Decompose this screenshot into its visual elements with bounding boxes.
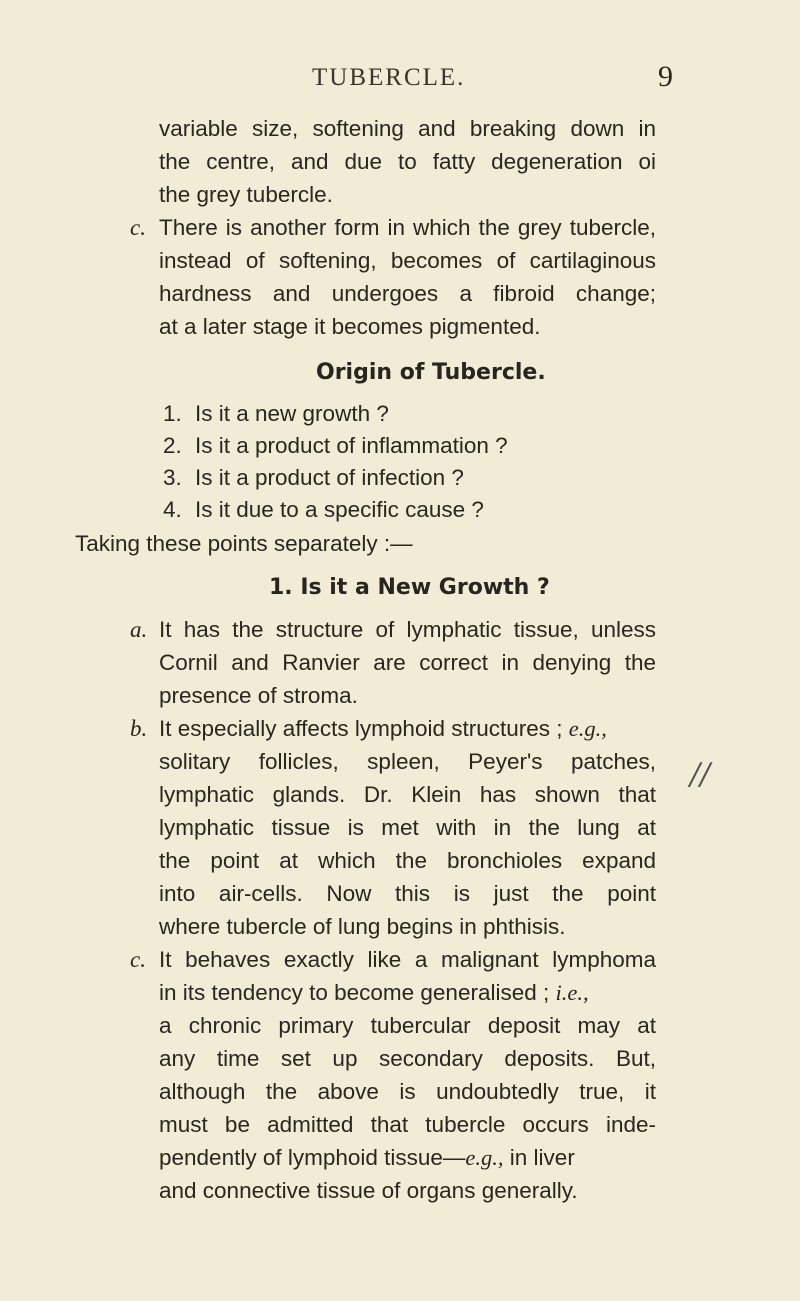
question-number: 2. [163,433,182,458]
text-line: the centre, and due to fatty degeneration oi [159,149,656,174]
text-line: solitary follicles, spleen, Peyer's patches, [159,749,656,774]
item-marker: c. [130,947,146,972]
text-line: into air-cells. Now this is just the point [159,881,656,906]
question-number: 4. [163,497,182,522]
text-line: It has the structure of lymphatic tissue, unless [159,617,656,642]
abbrev-italic: e.g., [568,716,607,741]
item-marker: b. [130,716,148,741]
text-line: There is another form in which the grey tubercle, [159,215,656,240]
text-line: Cornil and Ranvier are correct in denying the [159,650,656,675]
text-line: the grey tubercle. [159,182,333,207]
text-line: It behaves exactly like a malignant lymphoma [159,947,656,972]
abbrev-italic: e.g., [465,1145,504,1170]
text-line: any time set up secondary deposits. But, [159,1046,656,1071]
running-title: TUBERCLE. [312,64,466,91]
text-line: a chronic primary tubercular deposit may at [159,1013,656,1038]
text-line: and connective tissue of organs generally. [159,1178,578,1203]
item-marker: a. [130,617,148,642]
text-run: in liver [503,1145,575,1170]
page-number: 9 [658,60,673,93]
text-run: It especially affects lymphoid structures ; [159,716,569,741]
text-line: instead of softening, becomes of cartilaginous [159,248,656,273]
section-heading-origin: Origin of Tubercle. [316,360,546,385]
pencil-margin-mark: // [690,757,711,792]
question-text: Is it a new growth ? [195,401,389,426]
question-text: Is it a product of infection ? [195,465,464,490]
text-line: presence of stroma. [159,683,358,708]
question-number: 3. [163,465,182,490]
text-line [159,1141,575,1174]
text-line: variable size, softening and breaking down in [159,116,656,141]
text-line: hardness and undergoes a fibroid change; [159,281,656,306]
text-line: must be admitted that tubercle occurs inde- [159,1112,656,1137]
text-line: lymphatic glands. Dr. Klein has shown that [159,782,656,807]
text-line: where tubercle of lung begins in phthisis. [159,914,566,939]
text-run: in its tendency to become generalised ; [159,980,556,1005]
section-heading-new-growth: 1. Is it a New Growth ? [269,575,550,600]
text-line: at a later stage it becomes pigmented. [159,314,541,339]
question-text: Is it due to a specific cause ? [195,497,484,522]
intro-sentence: Taking these points separately :— [75,531,413,556]
text-line [159,712,607,745]
text-line: although the above is undoubtedly true, it [159,1079,656,1104]
text-line: the point at which the bronchioles expand [159,848,656,873]
text-run: pendently of lymphoid tissue— [159,1145,466,1170]
item-marker: c. [130,215,146,240]
text-line: lymphatic tissue is met with in the lung at [159,815,656,840]
question-number: 1. [163,401,182,426]
text-line [159,976,589,1009]
question-text: Is it a product of inflammation ? [195,433,508,458]
abbrev-italic: i.e., [555,980,589,1005]
